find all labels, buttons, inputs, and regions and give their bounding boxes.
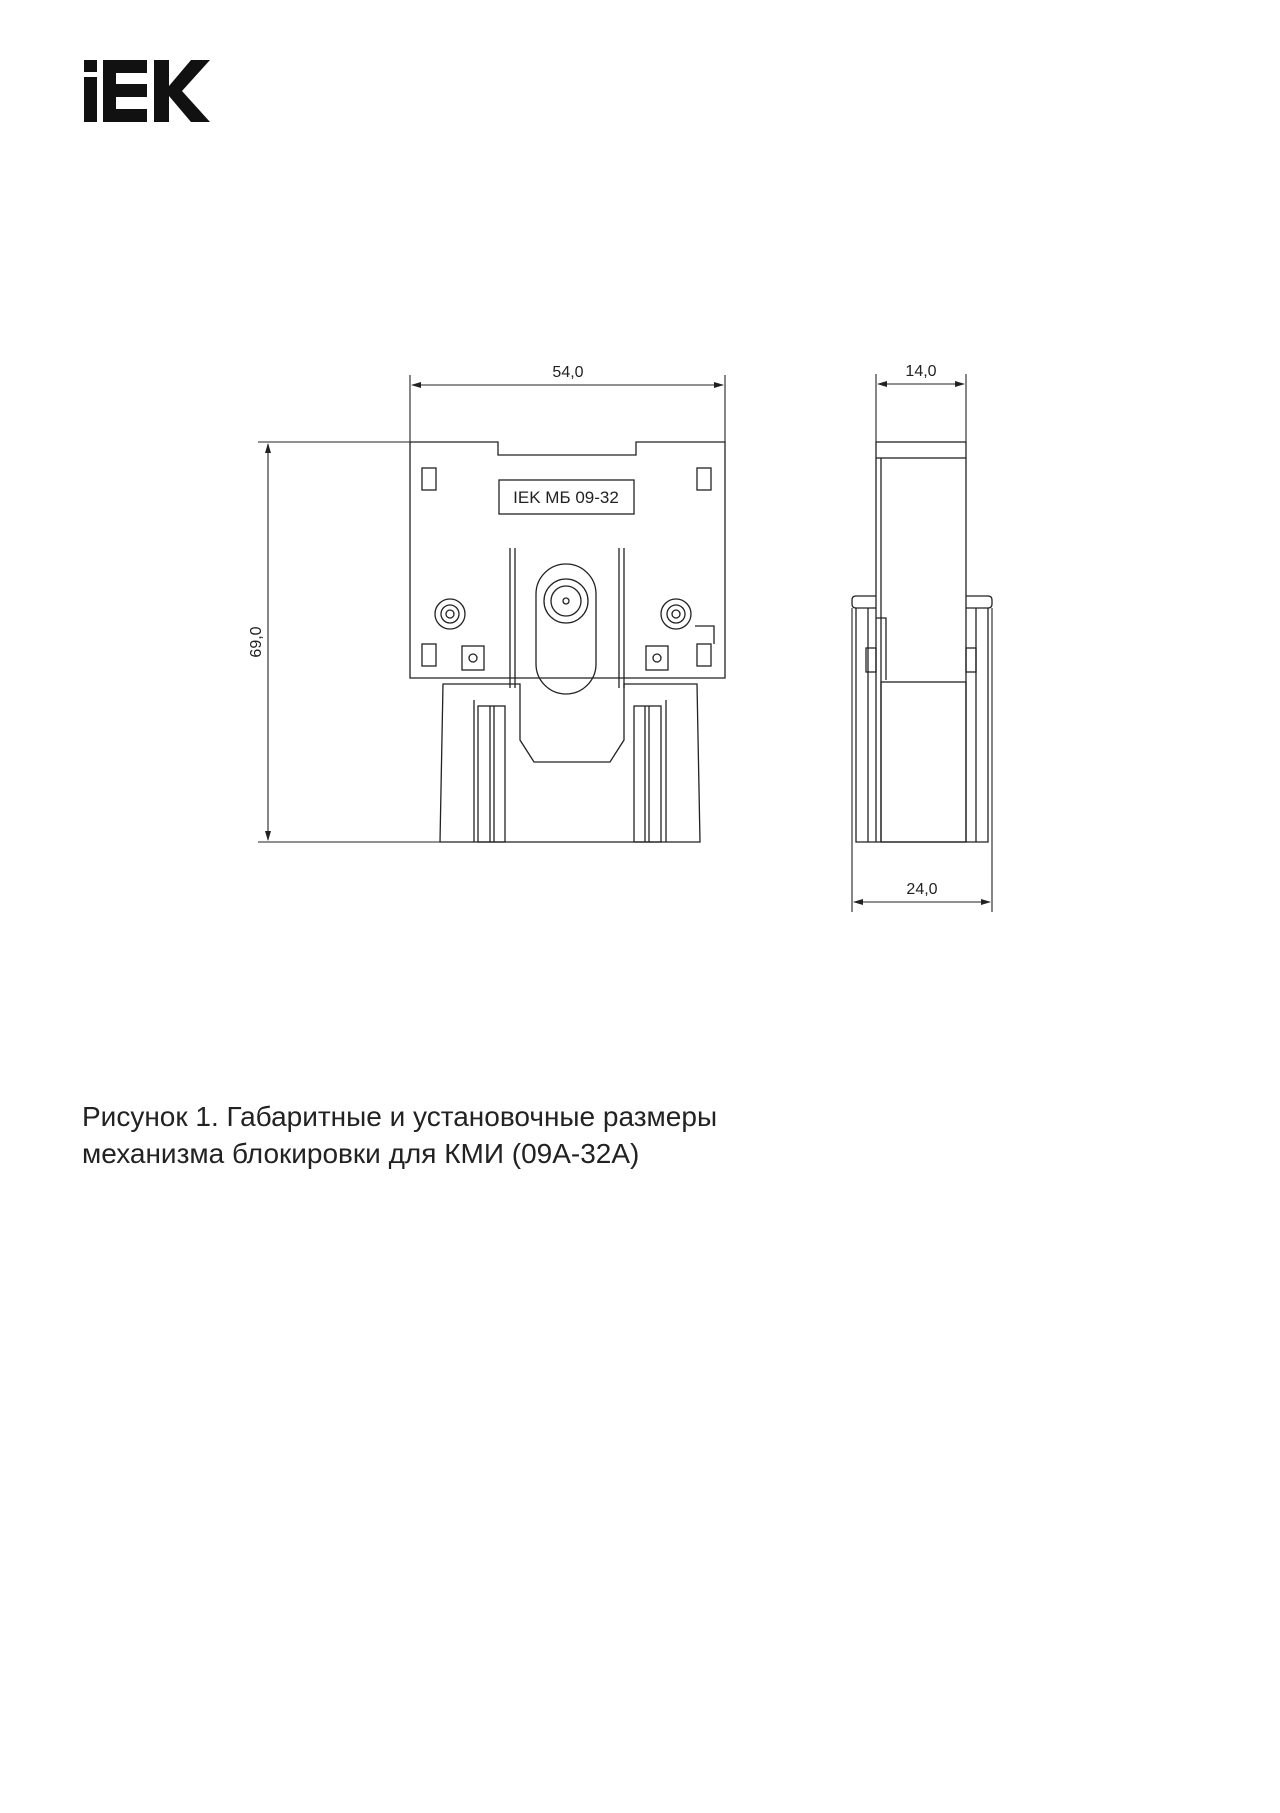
caption-line-1: Рисунок 1. Габаритные и установочные размеры — [82, 1101, 718, 1132]
slot-bottom-right — [697, 644, 711, 666]
side-flange — [852, 596, 876, 608]
dim-front-width — [410, 375, 725, 442]
side-top-cap — [876, 442, 966, 458]
dim-side-top — [876, 374, 966, 442]
slider-knob-mid — [551, 586, 581, 616]
slot-bottom-left — [422, 644, 436, 666]
side-left-arm — [856, 608, 876, 842]
plate-label: IEK МБ 09-32 — [513, 488, 619, 507]
dim-side-bottom — [852, 608, 992, 912]
caption-line-2: механизма блокировки для КМИ (09А-32А) — [82, 1138, 640, 1169]
dim-front-height-label: 69,0 — [248, 626, 265, 658]
pad-right — [646, 646, 668, 670]
screw-left-mid — [441, 605, 459, 623]
front-plate-outline — [410, 442, 725, 678]
slot-top-left — [422, 468, 436, 490]
screw-left-inner — [446, 610, 454, 618]
screw-right-outer — [661, 599, 691, 629]
screw-right-mid — [667, 605, 685, 623]
screw-left-outer — [435, 599, 465, 629]
figure-caption — [82, 1098, 882, 1172]
dim-side-bottom-label: 24,0 — [906, 881, 938, 898]
side-bottom-block — [881, 682, 966, 842]
screw-right-inner — [672, 610, 680, 618]
slot-top-right — [697, 468, 711, 490]
dim-front-width-label: 54,0 — [552, 364, 584, 381]
slider — [536, 564, 596, 694]
dim-side-top-label: 14,0 — [905, 363, 937, 380]
side-right-arm — [966, 608, 988, 842]
slider-knob-inner — [563, 598, 569, 604]
pad-left — [462, 646, 484, 670]
dim-front-height — [258, 442, 498, 842]
side-view — [852, 442, 992, 842]
